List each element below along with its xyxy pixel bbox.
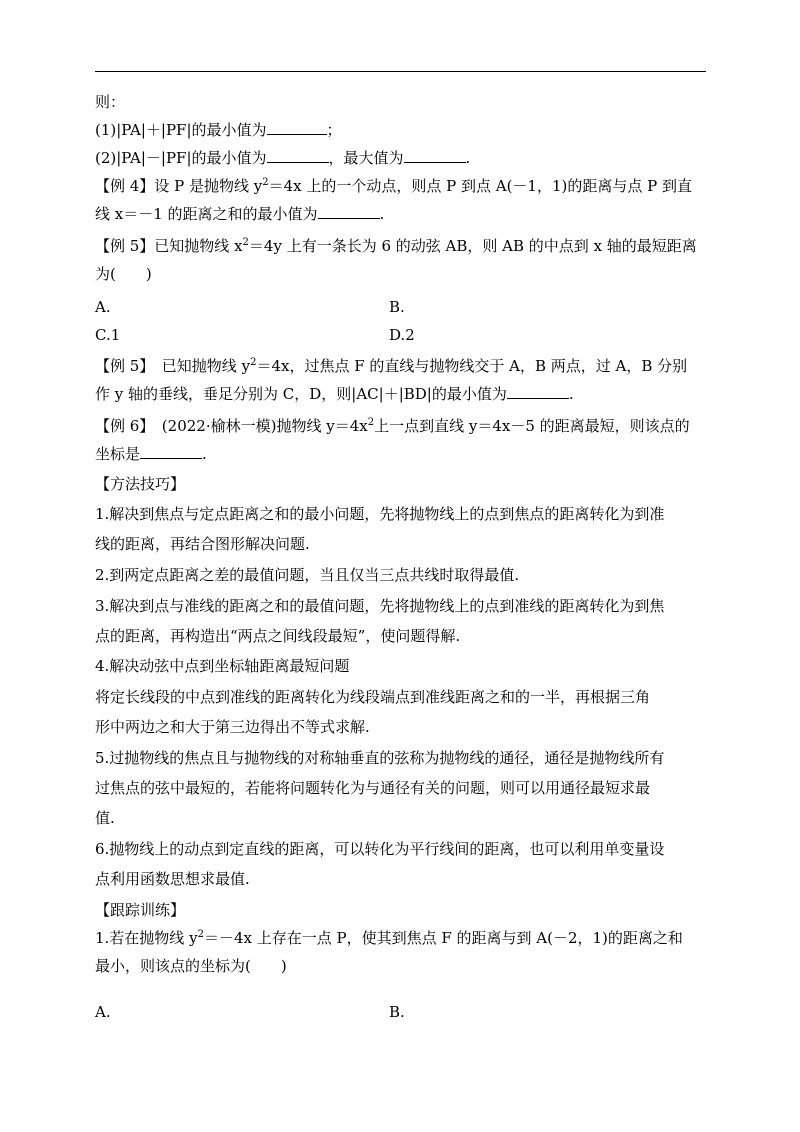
example-6-line-1: 【例 6】 (2022·榆林一模)抛物线 $y=4x^2$上一点到直线 y＝4x－5 的距离最短，则该点的 bbox=[95, 417, 690, 435]
header-rule bbox=[95, 71, 706, 72]
method-5-line-3: 值. bbox=[95, 809, 115, 827]
method-4-line-3: 形中两边之和大于第三边得出不等式求解. bbox=[95, 718, 370, 736]
method-4-line-1: 4.解决动弦中点到坐标轴距离最短问题 bbox=[95, 657, 350, 675]
practice-heading: 【跟踪训练】 bbox=[95, 901, 186, 919]
method-5-line-2: 过焦点的弦中最短的，若能将问题转化为与通径有关的问题，则可以用通径最短求最 bbox=[95, 779, 651, 797]
method-3-line-2: 点的距离，再构造出“两点之间线段最短”，使问题得解. bbox=[95, 627, 461, 645]
method-5-line-1: 5.过抛物线的焦点且与抛物线的对称轴垂直的弦称为抛物线的通径，通径是抛物线所有 bbox=[95, 749, 665, 767]
method-1-line-2: 线的距离，再结合图形解决问题. bbox=[95, 535, 310, 553]
practice-1-line-1: 1.若在抛物线 $y^2=-4x$ 上存在一点 P，使其到焦点 F 的距离与到 A(－2，1)的距离之和 bbox=[95, 929, 683, 947]
method-6-line-2: 点利用函数思想求最值. bbox=[95, 870, 250, 888]
question-1-line: (1)|PA|＋|PF|的最小值为 ； bbox=[95, 121, 342, 139]
method-3-line-1: 3.解决到点与准线的距离之和的最值问题，先将抛物线上的点到准线的距离转化为到焦 bbox=[95, 597, 665, 615]
method-heading: 【方法技巧】 bbox=[95, 475, 186, 493]
practice-1-line-2: 最小，则该点的坐标为( ) bbox=[95, 957, 287, 975]
answer-blank[interactable] bbox=[318, 204, 380, 219]
method-4-line-2: 将定长线段的中点到准线的距离转化为线段端点到准线距离之和的一半，再根据三角 bbox=[95, 688, 651, 706]
example-5-line-2: 为( ) bbox=[95, 265, 152, 283]
example-5-line-1: 【例 5】已知抛物线 $x^2=4y$ 上有一条长为 6 的动弦 AB，则 AB 的中点到 x 轴的最短距离 bbox=[95, 237, 697, 255]
example-4-line-1: 【例 4】设 P 是抛物线 $y^2=4x$ 上的一个动点，则点 P 到点 A(－1，1)的距离与点 P 到直 bbox=[95, 177, 692, 195]
intro-line: 则： bbox=[95, 93, 126, 111]
method-2-line: 2.到两定点距离之差的最值问题，当且仅当三点共线时取得最值. bbox=[95, 566, 520, 584]
answer-blank[interactable] bbox=[404, 148, 466, 163]
choice-d[interactable]: D.2 bbox=[389, 326, 415, 344]
example-5b-line-2: 作 y 轴的垂线，垂足分别为 C，D，则|AC|＋|BD|的最小值为 . bbox=[95, 385, 574, 403]
answer-blank[interactable] bbox=[507, 384, 569, 399]
example-4-line-2: 线 x＝－1 的距离之和的最小值为 . bbox=[95, 205, 385, 223]
method-6-line-1: 6.抛物线上的动点到定直线的距离，可以转化为平行线间的距离，也可以利用单变量设 bbox=[95, 840, 665, 858]
answer-blank[interactable] bbox=[267, 120, 327, 135]
practice-choice-a[interactable]: A. bbox=[95, 1003, 111, 1021]
practice-choice-b[interactable]: B. bbox=[389, 1003, 405, 1021]
method-1-line-1: 1.解决到焦点与定点距离之和的最小问题，先将抛物线上的点到焦点的距离转化为到准 bbox=[95, 505, 665, 523]
example-6-line-2: 坐标是 . bbox=[95, 445, 207, 463]
choice-c[interactable]: C.1 bbox=[95, 326, 121, 344]
example-5b-line-1: 【例 5】 已知抛物线 $y^2=4x$，过焦点 F 的直线与抛物线交于 A，B 两点，过 A，B 分别 bbox=[95, 357, 688, 375]
question-2-line: (2)|PA|－|PF|的最小值为 ，最大值为 . bbox=[95, 149, 471, 167]
answer-blank[interactable] bbox=[140, 444, 202, 459]
answer-blank[interactable] bbox=[267, 148, 329, 163]
choice-a[interactable]: A. bbox=[95, 298, 111, 316]
choice-b[interactable]: B. bbox=[389, 298, 405, 316]
